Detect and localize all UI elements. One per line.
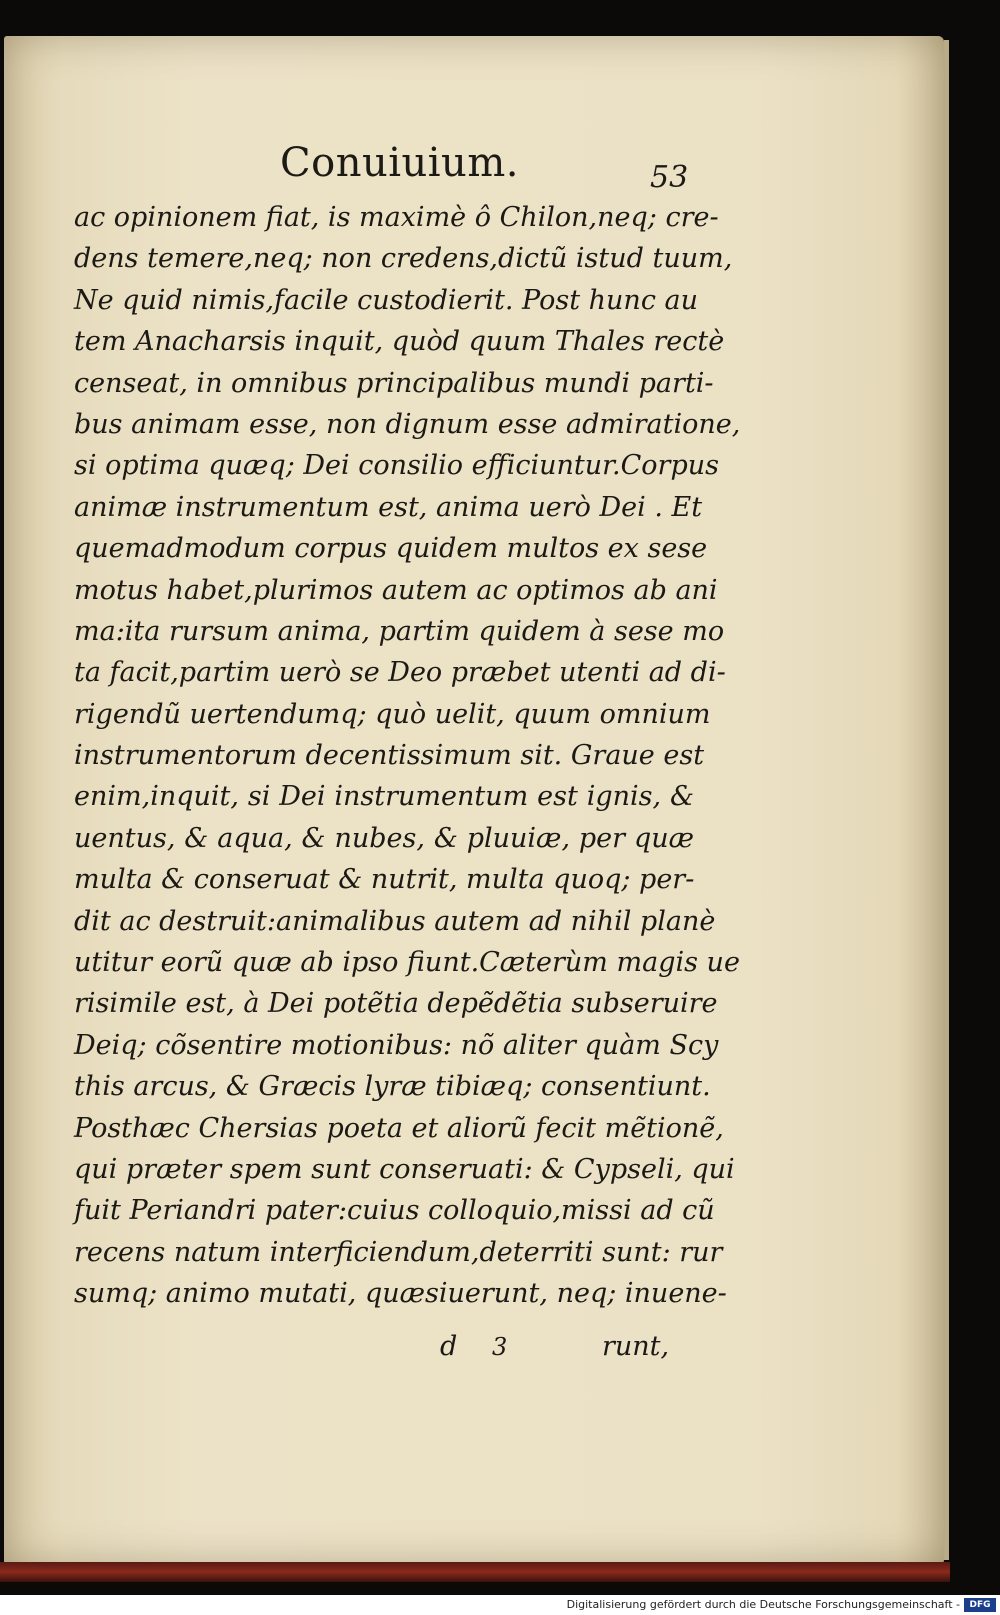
text-line: multa & conseruat & nutrit, multa quoq; per- bbox=[74, 864, 695, 896]
signature-mark: d bbox=[440, 1331, 458, 1362]
text-line: enim,inquit, si Dei instrumentum est ignis, & bbox=[74, 781, 694, 813]
text-line: ma:ita rursum anima, partim quidem à sese mo bbox=[74, 615, 725, 647]
catchword: runt, bbox=[602, 1331, 670, 1362]
body-text bbox=[74, 197, 741, 1315]
text-line: risimile est, à Dei potẽtia depẽdẽtia subseruire bbox=[74, 988, 718, 1020]
text-line: ac opinionem fiat, is maximè ô Chilon,neq; cre- bbox=[74, 202, 719, 233]
text-line: animæ instrumentum est, anima uerò Dei . Et bbox=[74, 491, 703, 523]
text-line: Deiq; cõsentire motionibus: nõ aliter quàm Scy bbox=[74, 1029, 719, 1061]
text-line: quemadmodum corpus quidem multos ex sese bbox=[74, 533, 708, 565]
text-line: dens temere,neq; non credens,dictũ istud tuum, bbox=[74, 243, 733, 275]
text-line: bus animam esse, non dignum esse admiratione, bbox=[74, 408, 741, 440]
text-line: censeat, in omnibus principalibus mundi parti- bbox=[74, 367, 714, 399]
text-line: Posthæc Chersias poeta et aliorũ fecit mẽtionẽ, bbox=[74, 1112, 724, 1144]
signature-line bbox=[74, 1331, 694, 1371]
binding-band bbox=[0, 1562, 950, 1582]
page-edge bbox=[944, 40, 949, 1560]
running-title: Conuiuium. bbox=[280, 140, 519, 186]
text-line: Ne quid nimis,facile custodierit. Post hunc au bbox=[74, 284, 699, 316]
text-line: qui præter spem sunt conseruati: & Cypseli, qui bbox=[74, 1153, 735, 1185]
credit-text: Digitalisierung gefördert durch die Deutsche Forschungsgemeinschaft - bbox=[566, 1598, 960, 1611]
text-line: motus habet,plurimos autem ac optimos ab ani bbox=[74, 574, 718, 606]
text-line: this arcus, & Græcis lyræ tibiæq; consentiunt. bbox=[74, 1071, 711, 1103]
text-line: dit ac destruit:animalibus autem ad nihil planè bbox=[74, 905, 716, 937]
text-line: fuit Periandri pater:cuius colloquio,missi ad cũ bbox=[74, 1195, 715, 1227]
signature-number: 3 bbox=[492, 1333, 508, 1361]
dfg-logo: DFG bbox=[964, 1598, 996, 1612]
running-head bbox=[0, 138, 1000, 198]
text-line: recens natum interficiendum,deterriti sunt: rur bbox=[74, 1236, 723, 1268]
text-line: sumq; animo mutati, quæsiuerunt, neq; inuene- bbox=[74, 1278, 727, 1310]
text-line: rigendũ uertendumq; quò uelit, quum omnium bbox=[74, 698, 711, 730]
text-line: ta facit,partim uerò se Deo præbet utenti ad di- bbox=[74, 657, 726, 689]
text-line: si optima quæq; Dei consilio efficiuntur.Corpus bbox=[74, 450, 719, 482]
text-line: uentus, & aqua, & nubes, & pluuiæ, per quæ bbox=[74, 822, 694, 854]
text-line: utitur eorũ quæ ab ipso fiunt.Cæterùm magis ue bbox=[74, 947, 740, 979]
credit-bar bbox=[0, 1595, 1000, 1615]
text-line: tem Anacharsis inquit, quòd quum Thales rectè bbox=[74, 326, 725, 358]
text-line: instrumentorum decentissimum sit. Graue est bbox=[74, 740, 705, 772]
page-number: 53 bbox=[650, 160, 689, 195]
